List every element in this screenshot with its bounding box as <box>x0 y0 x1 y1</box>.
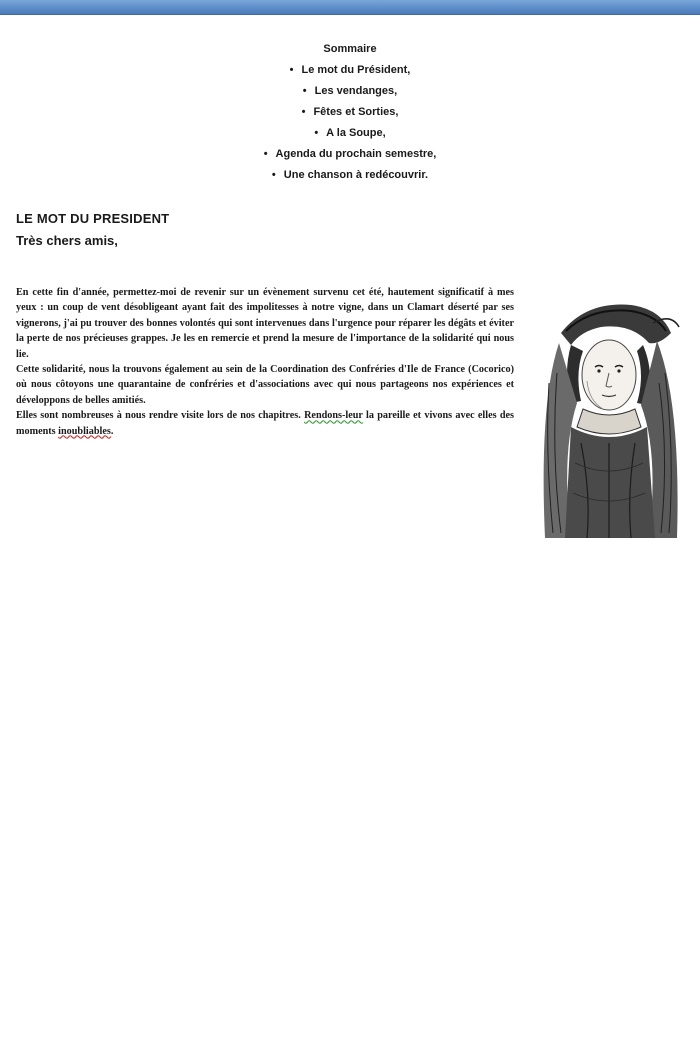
spelling-flagged-word[interactable]: inoubliables <box>58 425 111 437</box>
section-heading: LE MOT DU PRESIDENT <box>16 211 170 226</box>
article-body <box>16 285 514 439</box>
summary-item: • A la Soupe, <box>0 123 700 144</box>
paragraph-3: Elles sont nombreuses à nous rendre visite lors de nos chapitres. Rendons-leur la pareille et vivons avec elles des moments inoubliables. <box>16 410 514 437</box>
bullet-icon: • <box>289 64 294 76</box>
bullet-icon: • <box>301 106 306 118</box>
summary-item: • Une chanson à redécouvrir. <box>0 165 700 186</box>
bullet-icon: • <box>271 169 276 181</box>
summary-item: • Le mot du Président, <box>0 60 700 81</box>
grammar-flagged-word[interactable]: Rendons-leur <box>304 410 363 422</box>
summary-list <box>0 60 700 186</box>
bullet-icon: • <box>314 127 319 139</box>
bullet-icon: • <box>263 148 268 160</box>
greeting-line: Très chers amis, <box>16 233 118 248</box>
paragraph-1: En cette fin d'année, permettez-moi de revenir sur un évènement survenu cet été, hautement significatif à mes yeux : un coup de vent désobligeant ayant fait des impolitesses à notre vigne, dans un Clamart déserté par ses vignerons, j'ai pu trouver des bonnes volontés qui sont intervenues dans l'urgence pour réparer les dégâts et éviter la perte de nos précieuses grappes. Je les en remercie et prend la mesure de l'importance de la solidarité qui nous lie. <box>16 287 514 360</box>
window-title-bar <box>0 0 700 15</box>
bullet-icon: • <box>302 85 307 97</box>
paragraph-2: Cette solidarité, nous la trouvons également au sein de la Coordination des Confréries d'Ile de France (Cocorico) où nous côtoyons une quarantaine de confréries et d'associations avec qui nous partageons nos expériences et développons de belles amitiés. <box>16 364 514 406</box>
summary-item: • Agenda du prochain semestre, <box>0 144 700 165</box>
summary-item: • Fêtes et Sorties, <box>0 102 700 123</box>
summary-title: Sommaire <box>323 43 377 55</box>
document-page[interactable] <box>0 15 700 1047</box>
summary-block <box>0 39 700 186</box>
summary-item: • Les vendanges, <box>0 81 700 102</box>
portrait-engraving-image <box>531 293 683 538</box>
